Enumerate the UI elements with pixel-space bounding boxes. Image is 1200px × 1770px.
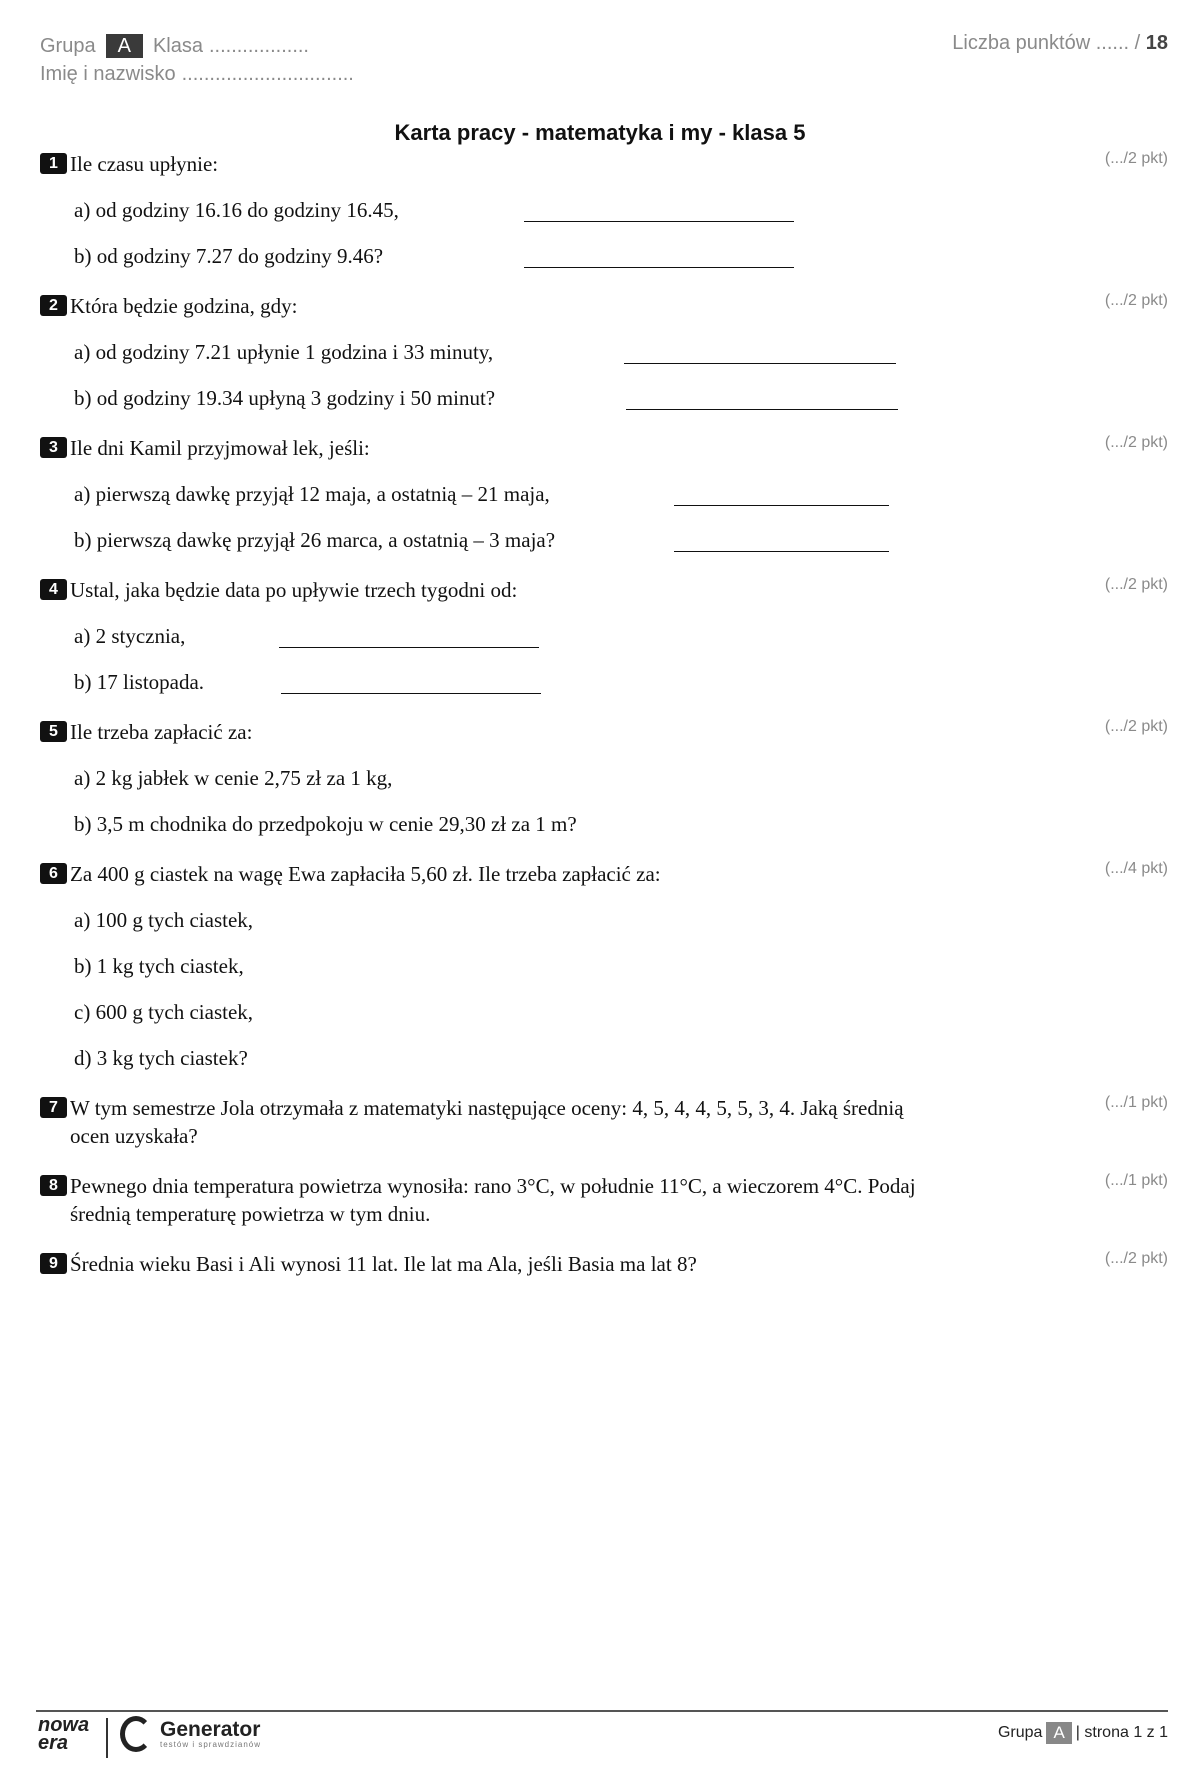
- task-number-badge: 7: [40, 1097, 67, 1118]
- task-5: [40, 718, 1168, 838]
- name-row: [40, 60, 1168, 88]
- task-number-badge: 9: [40, 1253, 67, 1274]
- points-field[interactable]: ......: [1095, 32, 1130, 54]
- class-label: Klasa: [152, 34, 203, 57]
- subtask-text: b) 1 kg tych ciastek,: [74, 954, 244, 978]
- subtask-text: a) 2 kg jabłek w cenie 2,75 zł za 1 kg,: [74, 766, 393, 790]
- answer-line[interactable]: [674, 505, 889, 506]
- task-number-badge: 5: [40, 721, 67, 742]
- task-question: Ile czasu upłynie:: [70, 152, 219, 176]
- generator-logo: [120, 1716, 261, 1752]
- subtask: [74, 746, 1168, 792]
- task-header: [40, 1094, 1168, 1150]
- task-header: [40, 1172, 1168, 1228]
- answer-line[interactable]: [674, 551, 889, 552]
- subtask-text: d) 3 kg tych ciastek?: [74, 1046, 248, 1070]
- task-4: [40, 576, 1168, 696]
- task-number-badge: 4: [40, 579, 67, 600]
- task-3: [40, 434, 1168, 554]
- subtask-text: c) 600 g tych ciastek,: [74, 1000, 254, 1024]
- class-field[interactable]: ..................: [208, 34, 309, 57]
- answer-line[interactable]: [624, 363, 896, 364]
- task-header: [40, 292, 1168, 320]
- task-number-badge: 2: [40, 295, 67, 316]
- subtask: [74, 320, 1168, 366]
- subtask: [74, 888, 1168, 934]
- group-badge: A: [106, 34, 143, 58]
- task-question: Za 400 g ciastek na wagę Ewa zapłaciła 5,60 zł. Ile trzeba zapłacić za:: [70, 862, 661, 886]
- subtask-text: a) od godziny 7.21 upłynie 1 godzina i 33 minuty,: [74, 340, 494, 364]
- subtask-text: a) 100 g tych ciastek,: [74, 908, 254, 932]
- subtask: [74, 178, 1168, 224]
- task-question: W tym semestrze Jola otrzymała z matematyki następujące oceny: 4, 5, 4, 4, 5, 5, 3, 4. Jaką średnią ocen uzyskała?: [70, 1096, 904, 1148]
- task-points: (.../1 pkt): [1104, 1094, 1168, 1111]
- task-list: [40, 150, 1168, 1278]
- generator-tagline: testów i sprawdzianów: [160, 1739, 262, 1749]
- answer-line[interactable]: [524, 221, 794, 222]
- task-header: [40, 718, 1168, 746]
- answer-line[interactable]: [626, 409, 898, 410]
- task-header: [40, 1250, 1168, 1278]
- points-separator: /: [1134, 32, 1141, 54]
- footer-group-badge: A: [1046, 1722, 1071, 1744]
- subtask-text: b) pierwszą dawkę przyjął 26 marca, a ostatnią – 3 maja?: [74, 528, 556, 552]
- answer-line[interactable]: [524, 267, 794, 268]
- task-header: [40, 576, 1168, 604]
- worksheet-header: [40, 32, 1168, 88]
- subtask: [74, 224, 1168, 270]
- task-question: Pewnego dnia temperatura powietrza wynosiła: rano 3°C, w południe 11°C, a wieczorem 4°C. Podaj średnią temperaturę powietrza w tym dniu.: [70, 1174, 916, 1226]
- subtask-text: a) pierwszą dawkę przyjął 12 maja, a ostatnią – 21 maja,: [74, 482, 550, 506]
- nowa-era-logo: [38, 1716, 98, 1760]
- subtask-text: b) od godziny 7.27 do godziny 9.46?: [74, 244, 384, 268]
- answer-line[interactable]: [279, 647, 539, 648]
- task-question: Średnia wieku Basi i Ali wynosi 11 lat. Ile lat ma Ala, jeśli Basia ma lat 8?: [70, 1252, 697, 1276]
- task-8: [40, 1172, 1168, 1228]
- task-points: (.../2 pkt): [1104, 150, 1168, 167]
- task-header: [40, 860, 1168, 888]
- points-max: 18: [1145, 32, 1168, 54]
- subtask-text: a) 2 stycznia,: [74, 624, 186, 648]
- generator-g-icon: [120, 1716, 152, 1752]
- task-7: [40, 1094, 1168, 1150]
- task-question: Ile dni Kamil przyjmował lek, jeśli:: [70, 436, 370, 460]
- task-points: (.../4 pkt): [1104, 860, 1168, 877]
- subtask: [74, 934, 1168, 980]
- task-question: Ustal, jaka będzie data po upływie trzech tygodni od:: [70, 578, 518, 602]
- subtask-text: b) 3,5 m chodnika do przedpokoju w cenie 29,30 zł za 1 m?: [74, 812, 577, 836]
- subtask-text: b) 17 listopada.: [74, 670, 205, 694]
- generator-wordmark: Generator: [160, 1717, 261, 1741]
- task-points: (.../2 pkt): [1104, 434, 1168, 451]
- task-9: [40, 1250, 1168, 1278]
- subtask: [74, 462, 1168, 508]
- logo-era-text: era: [38, 1732, 69, 1754]
- footer-page-number: | strona 1 z 1: [1075, 1724, 1168, 1741]
- task-number-badge: 6: [40, 863, 67, 884]
- task-1: [40, 150, 1168, 270]
- score-box: [952, 32, 1168, 55]
- subtask: [74, 980, 1168, 1026]
- task-6: [40, 860, 1168, 1072]
- subtask: [74, 604, 1168, 650]
- footer-divider: [36, 1710, 1168, 1712]
- task-points: (.../2 pkt): [1104, 292, 1168, 309]
- points-label: Liczba punktów: [952, 32, 1091, 54]
- task-number-badge: 3: [40, 437, 67, 458]
- task-points: (.../2 pkt): [1104, 718, 1168, 735]
- task-points: (.../2 pkt): [1104, 1250, 1168, 1267]
- task-points: (.../1 pkt): [1104, 1172, 1168, 1189]
- logo-nowa-text: nowa: [38, 1714, 90, 1736]
- subtask: [74, 650, 1168, 696]
- subtask: [74, 792, 1168, 838]
- task-2: [40, 292, 1168, 412]
- page-title: Karta pracy - matematyka i my - klasa 5: [394, 120, 806, 145]
- subtask: [74, 366, 1168, 412]
- subtask: [74, 508, 1168, 554]
- answer-line[interactable]: [281, 693, 541, 694]
- task-header: [40, 150, 1168, 178]
- subtask-text: a) od godziny 16.16 do godziny 16.45,: [74, 198, 399, 222]
- subtask: [74, 1026, 1168, 1072]
- task-question: Która będzie godzina, gdy:: [70, 294, 298, 318]
- group-label: Grupa: [40, 34, 96, 57]
- name-field[interactable]: ...............................: [181, 62, 354, 85]
- footer-page-info: [998, 1722, 1168, 1744]
- task-number-badge: 1: [40, 153, 67, 174]
- footer-group-label: Grupa: [997, 1724, 1043, 1741]
- subtask-text: b) od godziny 19.34 upłyną 3 godziny i 50 minut?: [74, 386, 496, 410]
- logo-separator: [106, 1718, 108, 1758]
- name-label: Imię i nazwisko: [40, 62, 176, 85]
- task-question: Ile trzeba zapłacić za:: [70, 720, 253, 744]
- task-header: [40, 434, 1168, 462]
- task-number-badge: 8: [40, 1175, 67, 1196]
- task-points: (.../2 pkt): [1104, 576, 1168, 593]
